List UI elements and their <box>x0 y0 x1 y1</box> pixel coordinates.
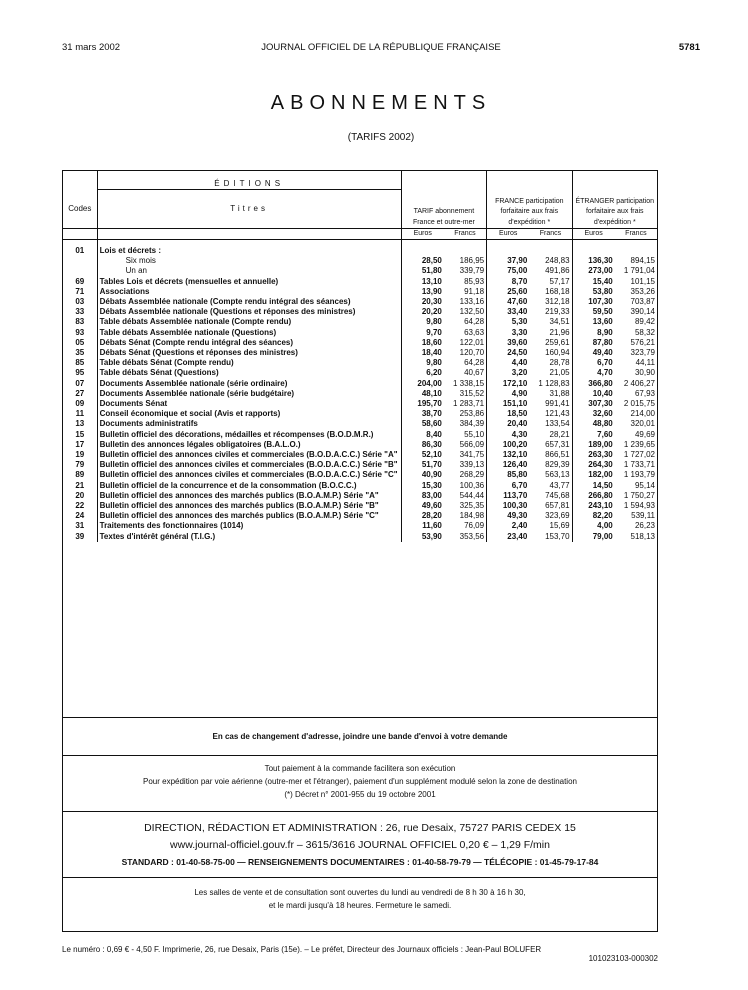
row-value: 172,10 <box>502 378 528 388</box>
row-value: 3,30 <box>511 327 528 337</box>
row-value: 57,17 <box>529 277 572 287</box>
row-value <box>615 246 657 256</box>
row-value: 58,60 <box>421 419 442 429</box>
row-code: 83 <box>63 317 97 327</box>
row-value: 3,20 <box>511 368 528 378</box>
row-code: 89 <box>63 470 97 480</box>
row-value: 34,51 <box>529 317 572 327</box>
table-row <box>63 246 657 256</box>
row-value: 657,31 <box>529 440 572 450</box>
page-title: ABONNEMENTS <box>270 92 492 114</box>
row-code: 07 <box>63 379 97 389</box>
row-value: 991,41 <box>529 399 572 409</box>
row-value: 49,40 <box>592 347 613 357</box>
table-row <box>63 521 657 531</box>
row-value: 339,79 <box>444 266 487 276</box>
row-value: 703,87 <box>630 296 655 306</box>
row-value: 4,00 <box>597 521 613 531</box>
table-row <box>63 348 657 358</box>
row-value: 11,60 <box>422 521 442 531</box>
row-value: 133,16 <box>444 297 487 307</box>
row-value: 51,70 <box>421 460 442 470</box>
subscriptions-frame <box>62 170 658 932</box>
row-value: 1 338,15 <box>444 379 487 389</box>
table-row <box>63 338 657 348</box>
row-value: 339,13 <box>444 460 487 470</box>
row-value: 259,61 <box>529 338 572 348</box>
row-value: 20,40 <box>507 419 528 429</box>
row-value: 184,98 <box>444 511 487 521</box>
table-row <box>63 470 657 480</box>
row-code: 15 <box>63 430 97 440</box>
row-value <box>487 246 530 256</box>
row-value: 15,69 <box>529 521 572 531</box>
row-value: 1 128,83 <box>529 379 572 389</box>
row-title: Débats Sénat (Compte rendu intégral des séances) <box>97 338 401 348</box>
titres-heading: Titres <box>97 190 401 229</box>
row-value: 273,00 <box>588 266 613 276</box>
row-value: 829,39 <box>529 460 572 470</box>
row-code: 13 <box>63 419 97 429</box>
row-title: Bulletin officiel de la concurrence et de la consommation (B.O.C.C.) <box>97 481 401 491</box>
row-code: 17 <box>63 440 97 450</box>
table-row <box>63 409 657 419</box>
row-value: 33,40 <box>507 307 528 317</box>
row-value: 2 406,27 <box>623 378 655 388</box>
row-value: 26,23 <box>634 521 655 531</box>
row-value: 28,21 <box>529 430 572 440</box>
row-value: 100,20 <box>502 439 528 449</box>
row-value: 95,14 <box>634 480 655 490</box>
row-value: 1 283,71 <box>444 399 487 409</box>
decree-note: (*) Décret n° 2001-955 du 19 octobre 2001 <box>284 790 436 799</box>
row-value: 264,30 <box>588 460 613 470</box>
row-title: Bulletin officiel des annonces des marchés publics (B.O.A.M.P.) Série "A" <box>97 491 401 501</box>
table-row <box>63 450 657 460</box>
row-title: Documents Sénat <box>97 399 401 409</box>
row-value: 18,50 <box>507 409 528 419</box>
row-value: 894,15 <box>630 256 655 266</box>
table-row <box>63 358 657 368</box>
row-value: 4,70 <box>597 368 613 378</box>
row-code: 85 <box>63 358 97 368</box>
row-value: 204,00 <box>417 378 442 388</box>
row-code: 31 <box>63 521 97 531</box>
row-value: 37,90 <box>507 256 528 266</box>
table-row <box>63 511 657 521</box>
row-value: 75,00 <box>507 266 528 276</box>
row-value: 38,70 <box>421 409 442 419</box>
row-value: 5,30 <box>511 317 528 327</box>
address-change-notice: En cas de changement d'adresse, joindre une bande d'envoi à votre demande <box>212 732 508 741</box>
row-value: 40,90 <box>421 470 442 480</box>
row-value: 91,18 <box>444 287 487 297</box>
opening-hours-tuesday: et le mardi jusqu'à 18 heures. Fermeture le samedi. <box>268 901 452 910</box>
row-value: 64,28 <box>444 358 487 368</box>
row-title: Bulletin officiel des décorations, médailles et récompenses (B.O.D.M.R.) <box>97 430 401 440</box>
row-value: 28,20 <box>421 511 442 521</box>
row-value: 28,78 <box>529 358 572 368</box>
row-code: 71 <box>63 287 97 297</box>
row-title: Débats Sénat (Questions et réponses des ministres) <box>97 348 401 358</box>
row-value: 32,60 <box>592 409 613 419</box>
row-value: 18,60 <box>421 337 442 347</box>
row-value: 563,13 <box>529 470 572 480</box>
row-value: 132,10 <box>502 449 528 459</box>
row-value: 390,14 <box>630 307 655 317</box>
row-value: 320,01 <box>630 419 655 429</box>
page-subtitle: (TARIFS 2002) <box>347 132 415 143</box>
row-value: 13,90 <box>421 286 442 296</box>
row-value: 10,40 <box>592 388 613 398</box>
col-etranger-heading: ÉTRANGER participation forfaitaire aux frais d'expédition * <box>572 171 657 228</box>
row-value: 18,40 <box>421 347 442 357</box>
euros-label: Euros <box>487 228 530 239</box>
row-value: 153,70 <box>529 532 572 542</box>
row-code: 01 <box>63 246 97 256</box>
row-value: 2,40 <box>511 521 528 531</box>
row-value: 53,90 <box>421 531 442 541</box>
row-value: 31,88 <box>529 389 572 399</box>
row-value: 15,40 <box>592 276 613 286</box>
row-value: 9,80 <box>426 358 442 368</box>
editions-heading: ÉDITIONS <box>97 171 401 190</box>
row-value: 39,60 <box>507 337 528 347</box>
row-value: 8,90 <box>597 327 613 337</box>
row-value <box>572 246 615 256</box>
row-value: 76,09 <box>444 521 487 531</box>
francs-label: Francs <box>529 228 572 239</box>
row-title: Table débats Sénat (Compte rendu) <box>97 358 401 368</box>
row-title: Table débats Assemblée nationale (Questions) <box>97 328 401 338</box>
row-value: 44,11 <box>635 358 655 368</box>
row-value: 52,10 <box>421 449 442 459</box>
row-title: Six mois <box>97 256 401 266</box>
row-value: 30,90 <box>634 368 655 378</box>
payment-note: Tout paiement à la commande facilitera son exécution <box>264 764 456 773</box>
row-value: 4,90 <box>511 388 528 398</box>
row-value: 136,30 <box>588 256 613 266</box>
row-code: 27 <box>63 389 97 399</box>
table-row <box>63 277 657 287</box>
row-value: 1 750,27 <box>623 490 655 500</box>
row-title: Documents administratifs <box>97 419 401 429</box>
row-value: 189,00 <box>588 439 613 449</box>
row-value: 122,01 <box>444 338 487 348</box>
row-value: 14,50 <box>592 480 613 490</box>
row-value: 312,18 <box>529 297 572 307</box>
row-value: 48,80 <box>592 419 613 429</box>
row-value: 323,79 <box>630 347 655 357</box>
row-title: Tables Lois et décrets (mensuelles et annuelle) <box>97 277 401 287</box>
col-tarif-heading: TARIF abonnement France et outre-mer <box>401 171 486 228</box>
row-value: 268,29 <box>444 470 487 480</box>
row-title: Un an <box>97 266 401 276</box>
row-code: 35 <box>63 348 97 358</box>
col-france-heading: FRANCE participation forfaitaire aux frais d'expédition * <box>487 171 572 228</box>
row-value: 49,30 <box>507 511 528 521</box>
row-value: 28,50 <box>421 256 442 266</box>
table-row <box>63 430 657 440</box>
row-value: 6,20 <box>426 368 442 378</box>
row-value: 1 727,02 <box>623 449 655 459</box>
table-row <box>63 307 657 317</box>
row-value: 40,67 <box>444 368 487 378</box>
row-code: 33 <box>63 307 97 317</box>
row-value: 866,51 <box>529 450 572 460</box>
row-value: 248,83 <box>529 256 572 266</box>
row-value: 13,10 <box>421 276 442 286</box>
euros-label: Euros <box>401 228 444 239</box>
row-value: 67,93 <box>634 388 655 398</box>
row-code: 39 <box>63 532 97 542</box>
row-value: 366,80 <box>588 378 613 388</box>
row-title: Traitements des fonctionnaires (1014) <box>97 521 401 531</box>
row-value: 566,09 <box>444 440 487 450</box>
table-row <box>63 440 657 450</box>
row-code <box>63 266 97 276</box>
row-value: 20,20 <box>421 307 442 317</box>
row-value: 576,21 <box>630 337 655 347</box>
row-code: 79 <box>63 460 97 470</box>
table-row <box>63 491 657 501</box>
row-code: 19 <box>63 450 97 460</box>
row-code: 09 <box>63 399 97 409</box>
row-value: 266,80 <box>588 490 613 500</box>
direction-address: DIRECTION, RÉDACTION ET ADMINISTRATION : 26, rue Desaix, 75727 PARIS CEDEX 15 <box>144 822 576 834</box>
row-value: 253,86 <box>444 409 487 419</box>
table-row <box>63 317 657 327</box>
divider <box>63 811 657 812</box>
row-title: Bulletin officiel des annonces des marchés publics (B.O.A.M.P.) Série "C" <box>97 511 401 521</box>
table-row <box>63 256 657 266</box>
row-value: 745,68 <box>529 491 572 501</box>
row-title: Débats Assemblée nationale (Questions et réponses des ministres) <box>97 307 401 317</box>
row-value: 243,10 <box>588 500 613 510</box>
row-value: 21,05 <box>529 368 572 378</box>
euros-label: Euros <box>572 228 615 239</box>
table-row <box>63 481 657 491</box>
footer-imprint: Le numéro : 0,69 € - 4,50 F. Imprimerie, 26, rue Desaix, Paris (15e). – Le préfet, Directeur des Journaux officiels : Jean-Paul BOLUFER <box>62 945 542 954</box>
row-title: Table débats Sénat (Questions) <box>97 368 401 378</box>
row-code: 22 <box>63 501 97 511</box>
table-row <box>63 532 657 542</box>
row-value: 79,00 <box>592 531 613 541</box>
row-code: 24 <box>63 511 97 521</box>
row-value: 384,39 <box>444 419 487 429</box>
francs-label: Francs <box>615 228 657 239</box>
francs-label: Francs <box>444 228 487 239</box>
row-value: 353,26 <box>630 286 655 296</box>
tariff-table <box>63 171 657 542</box>
row-value: 100,30 <box>502 500 528 510</box>
divider <box>63 717 657 718</box>
table-row <box>63 399 657 409</box>
row-value: 518,13 <box>630 531 655 541</box>
row-value: 4,40 <box>511 358 528 368</box>
table-row <box>63 460 657 470</box>
row-value: 101,15 <box>630 276 655 286</box>
row-value: 85,80 <box>507 470 528 480</box>
row-value: 87,80 <box>592 337 613 347</box>
row-value: 82,20 <box>592 511 613 521</box>
row-title: Table débats Assemblée nationale (Compte rendu) <box>97 317 401 327</box>
row-value: 539,11 <box>631 511 655 521</box>
row-title: Bulletin officiel des annonces civiles et commerciales (B.O.D.A.C.C.) Série "A" <box>97 450 401 460</box>
row-value: 8,40 <box>426 429 442 439</box>
row-value: 13,60 <box>592 317 613 327</box>
row-value: 100,36 <box>444 481 487 491</box>
row-value: 214,00 <box>630 409 655 419</box>
row-value: 307,30 <box>588 398 613 408</box>
row-value <box>444 246 487 256</box>
row-value: 1 733,71 <box>623 460 655 470</box>
row-value: 657,81 <box>529 501 572 511</box>
table-row <box>63 389 657 399</box>
row-value: 89,42 <box>634 317 655 327</box>
row-code: 11 <box>63 409 97 419</box>
row-code: 69 <box>63 277 97 287</box>
row-code: 20 <box>63 491 97 501</box>
row-value: 64,28 <box>444 317 487 327</box>
row-value: 168,18 <box>529 287 572 297</box>
row-value: 2 015,75 <box>623 398 655 408</box>
row-value: 219,33 <box>529 307 572 317</box>
table-row <box>63 419 657 429</box>
row-value: 20,30 <box>421 296 442 306</box>
row-title: Bulletin des annonces légales obligatoires (B.A.L.O.) <box>97 440 401 450</box>
row-value: 43,77 <box>529 481 572 491</box>
row-value: 113,70 <box>503 490 528 500</box>
row-value: 58,32 <box>634 327 655 337</box>
row-value: 49,60 <box>421 500 442 510</box>
table-row <box>63 287 657 297</box>
row-title: Débats Assemblée nationale (Compte rendu intégral des séances) <box>97 297 401 307</box>
row-value: 186,95 <box>444 256 487 266</box>
row-value: 491,86 <box>529 266 572 276</box>
row-value: 195,70 <box>417 398 442 408</box>
row-value: 48,10 <box>421 388 442 398</box>
table-row <box>63 368 657 378</box>
row-value: 83,00 <box>421 490 442 500</box>
row-value: 51,80 <box>421 266 442 276</box>
row-value: 1 594,93 <box>623 500 655 510</box>
row-value: 6,70 <box>597 358 613 368</box>
table-row <box>63 328 657 338</box>
row-title: Documents Assemblée nationale (série ordinaire) <box>97 379 401 389</box>
table-row <box>63 297 657 307</box>
table-row <box>63 501 657 511</box>
row-code: 05 <box>63 338 97 348</box>
row-value: 59,50 <box>592 307 613 317</box>
row-value: 1 791,04 <box>623 266 655 276</box>
row-code: 93 <box>63 328 97 338</box>
divider <box>63 755 657 756</box>
row-value: 315,52 <box>444 389 487 399</box>
row-value: 126,40 <box>502 460 528 470</box>
row-value: 23,40 <box>507 531 528 541</box>
row-value: 107,30 <box>588 296 613 306</box>
row-value <box>401 246 444 256</box>
page-number: 5781 <box>678 42 700 53</box>
codes-heading: Codes <box>63 190 97 229</box>
row-value: 353,56 <box>444 532 487 542</box>
row-value: 15,30 <box>421 480 442 490</box>
issue-date: 31 mars 2002 <box>62 42 121 53</box>
row-value: 132,50 <box>444 307 487 317</box>
row-title: Bulletin officiel des annonces des marchés publics (B.O.A.M.P.) Série "B" <box>97 501 401 511</box>
row-value: 182,00 <box>588 470 613 480</box>
row-title: Bulletin officiel des annonces civiles et commerciales (B.O.D.A.C.C.) Série "C" <box>97 470 401 480</box>
row-value: 263,30 <box>588 449 613 459</box>
row-value: 133,54 <box>529 419 572 429</box>
page-footer <box>62 945 658 963</box>
row-value <box>529 246 572 256</box>
row-value: 47,60 <box>507 296 528 306</box>
row-value: 1 193,79 <box>623 470 655 480</box>
air-mail-note: Pour expédition par voie aérienne (outre-mer et l'étranger), paiement d'un supplément modulé selon la zone de destination <box>143 777 577 786</box>
contact-numbers: STANDARD : 01-40-58-75-00 — RENSEIGNEMENTS DOCUMENTAIRES : 01-40-58-79-79 — TÉLÉCOPIE : 01-45-79-17-84 <box>121 857 599 867</box>
row-value: 7,60 <box>597 429 613 439</box>
row-value: 121,43 <box>529 409 572 419</box>
table-row <box>63 266 657 276</box>
row-value: 85,93 <box>444 277 487 287</box>
row-value: 49,69 <box>634 429 655 439</box>
row-value: 4,30 <box>511 429 528 439</box>
row-title: Lois et décrets : <box>97 246 401 256</box>
row-title: Bulletin officiel des annonces civiles et commerciales (B.O.D.A.C.C.) Série "B" <box>97 460 401 470</box>
opening-hours: Les salles de vente et de consultation sont ouvertes du lundi au vendredi de 8 h 30 à 16 h 30, <box>194 888 526 897</box>
row-value: 53,80 <box>592 286 613 296</box>
row-title: Conseil économique et social (Avis et rapports) <box>97 409 401 419</box>
row-value: 151,10 <box>502 398 528 408</box>
row-value: 1 239,65 <box>623 439 655 449</box>
row-value: 9,80 <box>426 317 442 327</box>
page-header <box>62 42 700 56</box>
row-code <box>63 256 97 266</box>
row-value: 6,70 <box>511 480 528 490</box>
row-value: 120,70 <box>444 348 487 358</box>
row-value: 24,50 <box>507 347 528 357</box>
row-value: 9,70 <box>426 327 442 337</box>
row-value: 25,60 <box>507 286 528 296</box>
journal-name: JOURNAL OFFICIEL DE LA RÉPUBLIQUE FRANÇAISE <box>261 42 501 53</box>
row-value: 544,44 <box>444 491 487 501</box>
row-value: 341,75 <box>444 450 487 460</box>
row-title: Textes d'intérêt général (T.I.G.) <box>97 532 401 542</box>
row-title: Documents Assemblée nationale (série budgétaire) <box>97 389 401 399</box>
row-code: 95 <box>63 368 97 378</box>
divider <box>63 877 657 878</box>
row-value: 323,69 <box>529 511 572 521</box>
website-line: www.journal-officiel.gouv.fr – 3615/3616 JOURNAL OFFICIEL 0,20 € – 1,29 F/min <box>170 839 550 851</box>
row-code: 21 <box>63 481 97 491</box>
row-title: Associations <box>97 287 401 297</box>
row-value: 8,70 <box>511 276 528 286</box>
row-value: 160,94 <box>529 348 572 358</box>
footer-reference: 101023103-000302 <box>588 954 658 963</box>
table-row <box>63 379 657 389</box>
row-value: 86,30 <box>421 439 442 449</box>
row-code: 03 <box>63 297 97 307</box>
row-value: 325,35 <box>444 501 487 511</box>
row-value: 55,10 <box>444 430 487 440</box>
row-value: 21,96 <box>529 328 572 338</box>
row-value: 63,63 <box>444 328 487 338</box>
